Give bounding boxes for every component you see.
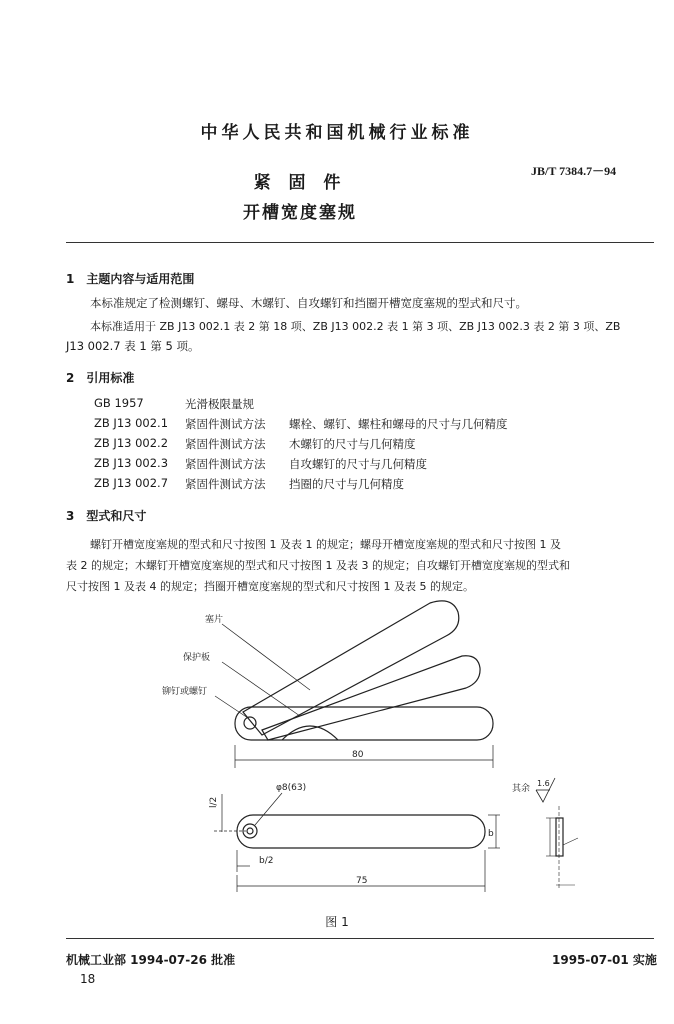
section1-para2-line2: J13 002.7 表 1 第 5 项。 xyxy=(66,339,200,353)
figure-caption: 图 1 xyxy=(325,915,349,929)
blade-section-view xyxy=(546,806,578,890)
ref-code: ZB J13 002.1 xyxy=(94,416,169,430)
label-protective-plate: 保护板 xyxy=(183,653,211,663)
ref-code: GB 1957 xyxy=(94,396,144,410)
dim-75: 75 xyxy=(356,876,368,886)
rivet xyxy=(244,717,256,729)
ref-name: 紧固件测试方法 xyxy=(185,437,266,451)
roughness-value: 1.6 xyxy=(537,779,550,788)
section1-heading: 1 主题内容与适用范围 xyxy=(66,272,195,286)
approval-date: 机械工业部 1994-07-26 批准 xyxy=(66,953,236,967)
dim-80: 80 xyxy=(352,750,364,760)
header-rule xyxy=(66,242,654,243)
figure-1-drawing xyxy=(0,590,674,940)
blade-detail xyxy=(237,815,485,848)
footer-rule xyxy=(66,938,654,939)
ref-desc: 挡圈的尺寸与几何精度 xyxy=(289,477,404,491)
ref-code: ZB J13 002.2 xyxy=(94,436,169,450)
section3-line2: 表 2 的规定；木螺钉开槽宽度塞规的型式和尺寸按图 1 及表 3 的规定；自攻螺钉开槽宽度塞规的型式和 xyxy=(66,559,570,572)
label-feeler-blade: 塞片 xyxy=(205,615,224,625)
feeler-blade-upper xyxy=(243,601,459,735)
ref-desc: 螺栓、螺钉、螺柱和螺母的尺寸与几何精度 xyxy=(289,417,508,431)
doc-title-main: 紧 固 件 xyxy=(253,173,347,193)
ref-code: ZB J13 002.3 xyxy=(94,456,169,470)
page-number: 18 xyxy=(80,972,96,986)
dim-l2: l/2 xyxy=(209,796,219,808)
section3-line3: 尺寸按图 1 及表 4 的规定；挡圈开槽宽度塞规的型式和尺寸按图 1 及表 5 的规定。 xyxy=(66,580,474,593)
section3-heading: 3 型式和尺寸 xyxy=(66,509,147,523)
dim-b: b xyxy=(488,829,494,839)
feeler-blade-middle xyxy=(262,656,480,740)
ref-code: ZB J13 002.7 xyxy=(94,476,169,490)
roughness-label: 其余 xyxy=(512,784,531,794)
ref-name: 紧固件测试方法 xyxy=(185,457,266,471)
ref-desc: 木螺钉的尺寸与几何精度 xyxy=(289,437,416,451)
section3-line1: 螺钉开槽宽度塞规的型式和尺寸按图 1 及表 1 的规定；螺母开槽宽度塞规的型式和尺寸按图 1 及 xyxy=(90,538,561,551)
ref-name: 紧固件测试方法 xyxy=(185,477,266,491)
dim-b2: b/2 xyxy=(259,856,274,866)
section1-para1: 本标准规定了检测螺钉、螺母、木螺钉、自攻螺钉和挡圈开槽宽度塞规的型式和尺寸。 xyxy=(90,296,527,310)
org-title: 中华人民共和国机械行业标准 xyxy=(200,123,474,143)
section1-para2-line1: 本标准适用于 ZB J13 002.1 表 2 第 18 项、ZB J13 002.2 表 1 第 3 项、ZB J13 002.3 表 2 第 3 项、ZB xyxy=(90,320,621,333)
implementation-date: 1995-07-01 实施 xyxy=(552,953,657,967)
dim-hole: φ8(63) xyxy=(276,783,307,793)
section2-heading: 2 引用标准 xyxy=(66,371,135,385)
doc-title-sub: 开槽宽度塞规 xyxy=(243,203,357,223)
ref-name: 紧固件测试方法 xyxy=(185,417,266,431)
plate-notch xyxy=(282,726,338,740)
ref-name: 光滑极限量规 xyxy=(185,397,254,411)
standard-number: JB/T 7384.7－94 xyxy=(531,164,617,178)
ref-desc: 自攻螺钉的尺寸与几何精度 xyxy=(289,457,427,471)
protective-plate xyxy=(235,707,493,740)
label-rivet: 铆钉或螺钉 xyxy=(162,687,208,697)
